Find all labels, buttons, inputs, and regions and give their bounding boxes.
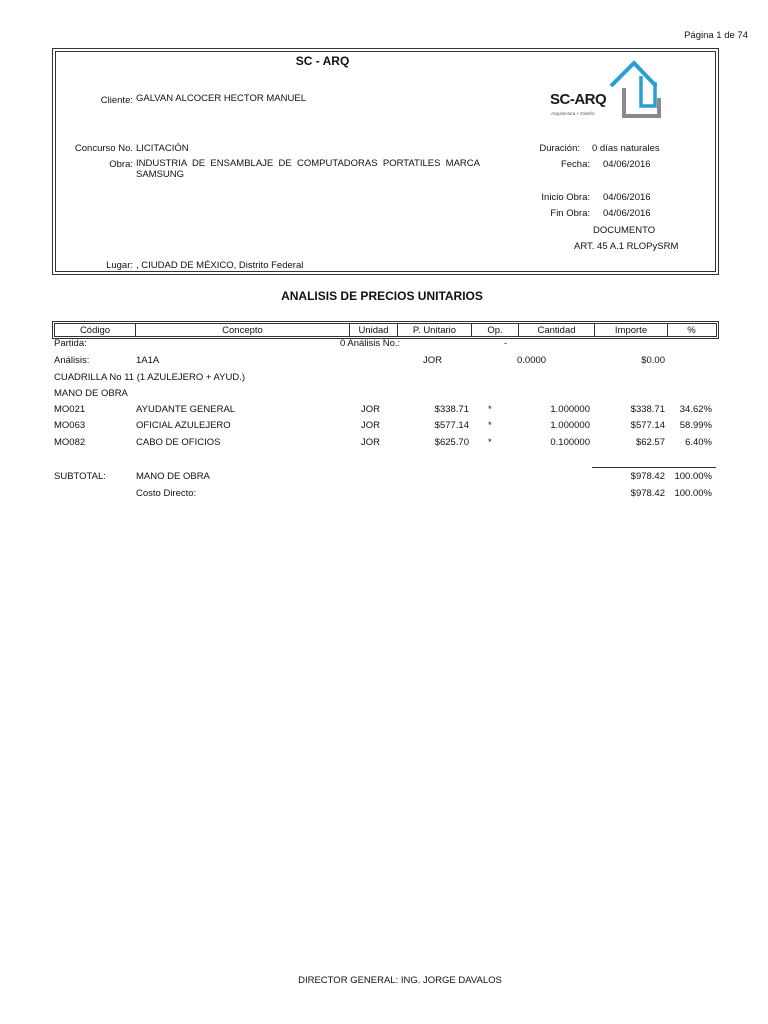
row-concept: CABO DE OFICIOS [136,437,221,448]
articulo-label: ART. 45 A.1 RLOPySRM [574,241,679,252]
logo-text: SC-ARQ [550,91,607,108]
analisis-code: 1A1A [136,355,160,366]
cliente-value: GALVAN ALCOCER HECTOR MANUEL [136,93,306,104]
fecha-value: 04/06/2016 [603,159,651,170]
table-row [0,420,768,434]
analisis-unit: JOR [423,355,442,366]
row-unit: JOR [361,404,380,415]
subtotal-pct: 100.00% [674,471,712,482]
costo-directo-pct: 100.00% [674,488,712,499]
inicio-obra-label: Inicio Obra: [541,192,590,203]
row-op: * [488,404,492,415]
concurso-value: LICITACIÓN [136,143,189,154]
subtotal-row [0,471,768,485]
col-header-importe: Importe [595,324,668,337]
cliente-label: Cliente: [100,95,133,106]
duracion-value: 0 días naturales [592,143,660,154]
row-qty: 1.000000 [550,404,590,415]
row-unit: JOR [361,437,380,448]
partida-row [0,338,768,352]
analisis-row [0,355,768,369]
concurso-label: Concurso No. [74,143,133,154]
row-concept: AYUDANTE GENERAL [136,404,236,415]
fin-obra-label: Fin Obra: [550,208,590,219]
logo-subtitle: Arquitectura + Diseño [551,111,595,116]
row-amount: $577.14 [630,420,665,431]
col-header-codigo: Código [55,324,136,337]
cuadrilla-description: CUADRILLA No 11 (1 AZULEJERO + AYUD.) [54,372,246,383]
inicio-obra-value: 04/06/2016 [603,192,651,203]
analisis-qty: 0.0000 [517,355,547,366]
col-header-p-unitario: P. Unitario [398,324,472,337]
row-concept: OFICIAL AZULEJERO [136,420,231,431]
row-qty: 1.000000 [550,420,590,431]
fecha-label: Fecha: [560,159,590,170]
col-header-op: Op. [472,324,519,337]
subtotal-concept: MANO DE OBRA [136,471,210,482]
subtotal-amount: $978.42 [630,471,665,482]
subtotal-rule [592,467,716,468]
costo-directo-row [0,488,768,502]
row-op: * [488,437,492,448]
lugar-value: , CIUDAD DE MÉXICO, Distrito Federal [136,260,304,271]
row-price: $625.70 [434,437,469,448]
partida-dash: - [504,338,508,349]
row-amount: $338.71 [630,404,665,415]
row-pct: 58.99% [679,420,712,431]
costo-directo-label: Costo Directo: [136,488,197,499]
table-row [0,404,768,418]
row-code: MO082 [54,437,86,448]
row-price: $338.71 [434,404,469,415]
row-code: MO021 [54,404,86,415]
lugar-label: Lugar: [106,260,133,271]
costo-directo-amount: $978.42 [630,488,665,499]
col-header-pct: % [687,325,696,336]
obra-label: Obra: [109,159,133,170]
subtotal-label: SUBTOTAL: [54,471,106,482]
col-header-cantidad: Cantidad [519,324,595,337]
row-unit: JOR [361,420,380,431]
row-amount: $62.57 [635,437,665,448]
col-header-concepto: Concepto [136,324,350,337]
documento-label: DOCUMENTO [593,225,656,236]
row-price: $577.14 [434,420,469,431]
row-code: MO063 [54,420,86,431]
footer-signature: DIRECTOR GENERAL: ING. JORGE DAVALOS [298,975,502,986]
document-title: ANALISIS DE PRECIOS UNITARIOS [281,289,483,303]
row-pct: 6.40% [685,437,712,448]
row-op: * [488,420,492,431]
group-label: MANO DE OBRA [54,388,128,399]
obra-value-line1: INDUSTRIA DE ENSAMBLAJE DE COMPUTADORAS PORTATILES MARCA [136,158,480,169]
duracion-label: Duración: [539,143,580,154]
col-header-unidad: Unidad [350,324,398,337]
row-pct: 34.62% [679,404,712,415]
row-qty: 0.100000 [550,437,590,448]
fin-obra-value: 04/06/2016 [603,208,651,219]
page-number: Página 1 de 74 [684,30,748,41]
obra-value-line2: SAMSUNG [136,169,185,180]
analisis-label: Análisis: [54,355,90,366]
analisis-amount: $0.00 [641,355,665,366]
analisis-no-label: 0 Análisis No.: [340,338,401,349]
company-name: SC - ARQ [295,54,350,68]
partida-label: Partida: [54,338,87,349]
table-row [0,437,768,451]
column-header-row [52,321,719,339]
